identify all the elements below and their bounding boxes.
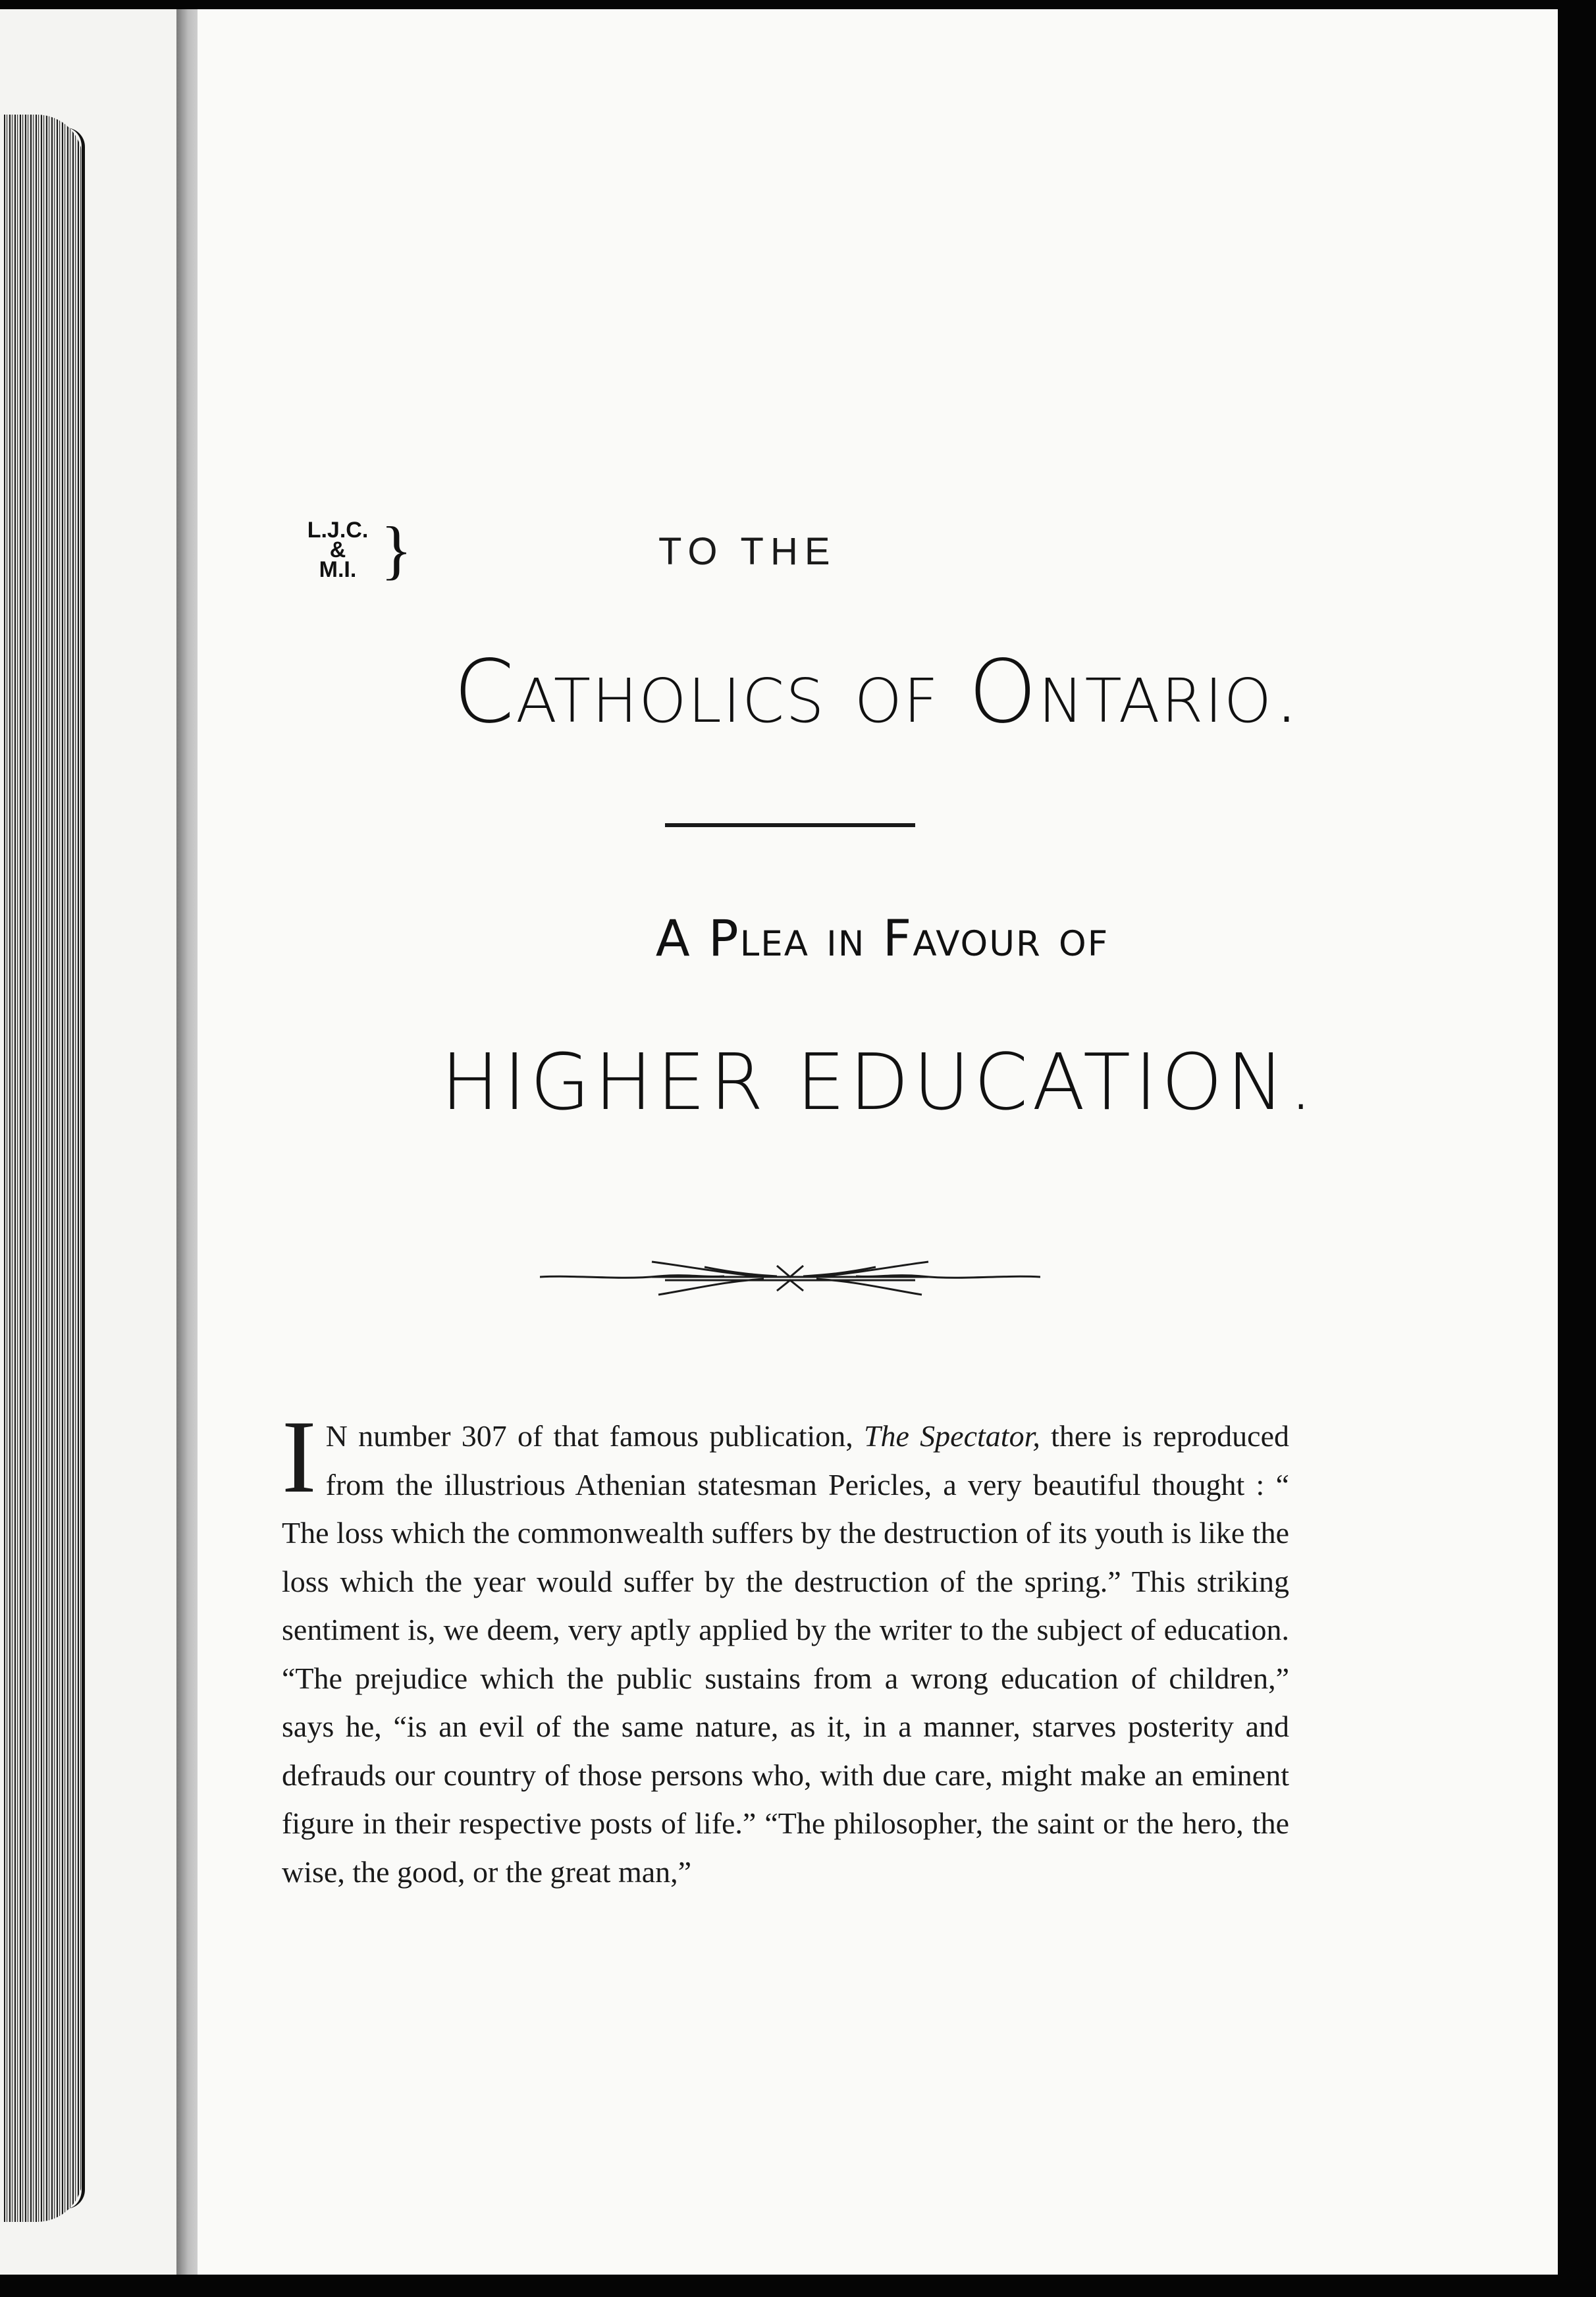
facing-page-fragment	[0, 9, 176, 2275]
publication-title: The Spectator,	[863, 1419, 1040, 1453]
marginal-brace: }	[381, 513, 412, 586]
flourish-ornament-icon	[540, 1247, 1040, 1310]
marginal-note	[295, 513, 412, 586]
marginal-note-line-1: L.J.C.	[307, 518, 369, 543]
first-word: N	[325, 1419, 348, 1453]
body-paragraph	[282, 1399, 1289, 1896]
marginal-note-line-3: M.I.	[319, 557, 357, 582]
body-text-part-2: there is reproduced from the illustrious Athenian statesman Pericles, a very beautiful thought : “ The loss which the commonwealth suffers by the destruction of its youth is like the loss which the year would suffer by the destruction of the spring.” This striking sentiment is, we deem, very aptly applied by the writer to the subject of education. “The prejudice which the public sustains from a wrong education of children,” says he, “is an evil of the same nature, as it, in a manner, starves posterity and defrauds our country of those persons who, with due care, might make an eminent figure in their respective posts of life.” “The philosopher, the saint or the hero, the wise, the good, or the great man,”	[282, 1419, 1289, 1889]
drop-cap: I	[282, 1399, 317, 1515]
facing-page-border	[66, 128, 85, 2209]
scan-right-border	[1558, 9, 1596, 2275]
title-rule-divider	[665, 823, 915, 827]
subtitle-heading: HIGHER EDUCATION.	[440, 1037, 1317, 1127]
dedication-line: TO THE	[658, 530, 837, 573]
page-title: Catholics of Ontario.	[453, 641, 1302, 743]
plea-heading: A Plea in Favour of	[655, 909, 1109, 967]
book-page	[198, 9, 1558, 2275]
body-text-part-1: number 307 of that famous publication,	[347, 1419, 864, 1453]
marginal-note-line-2: &	[329, 537, 346, 562]
